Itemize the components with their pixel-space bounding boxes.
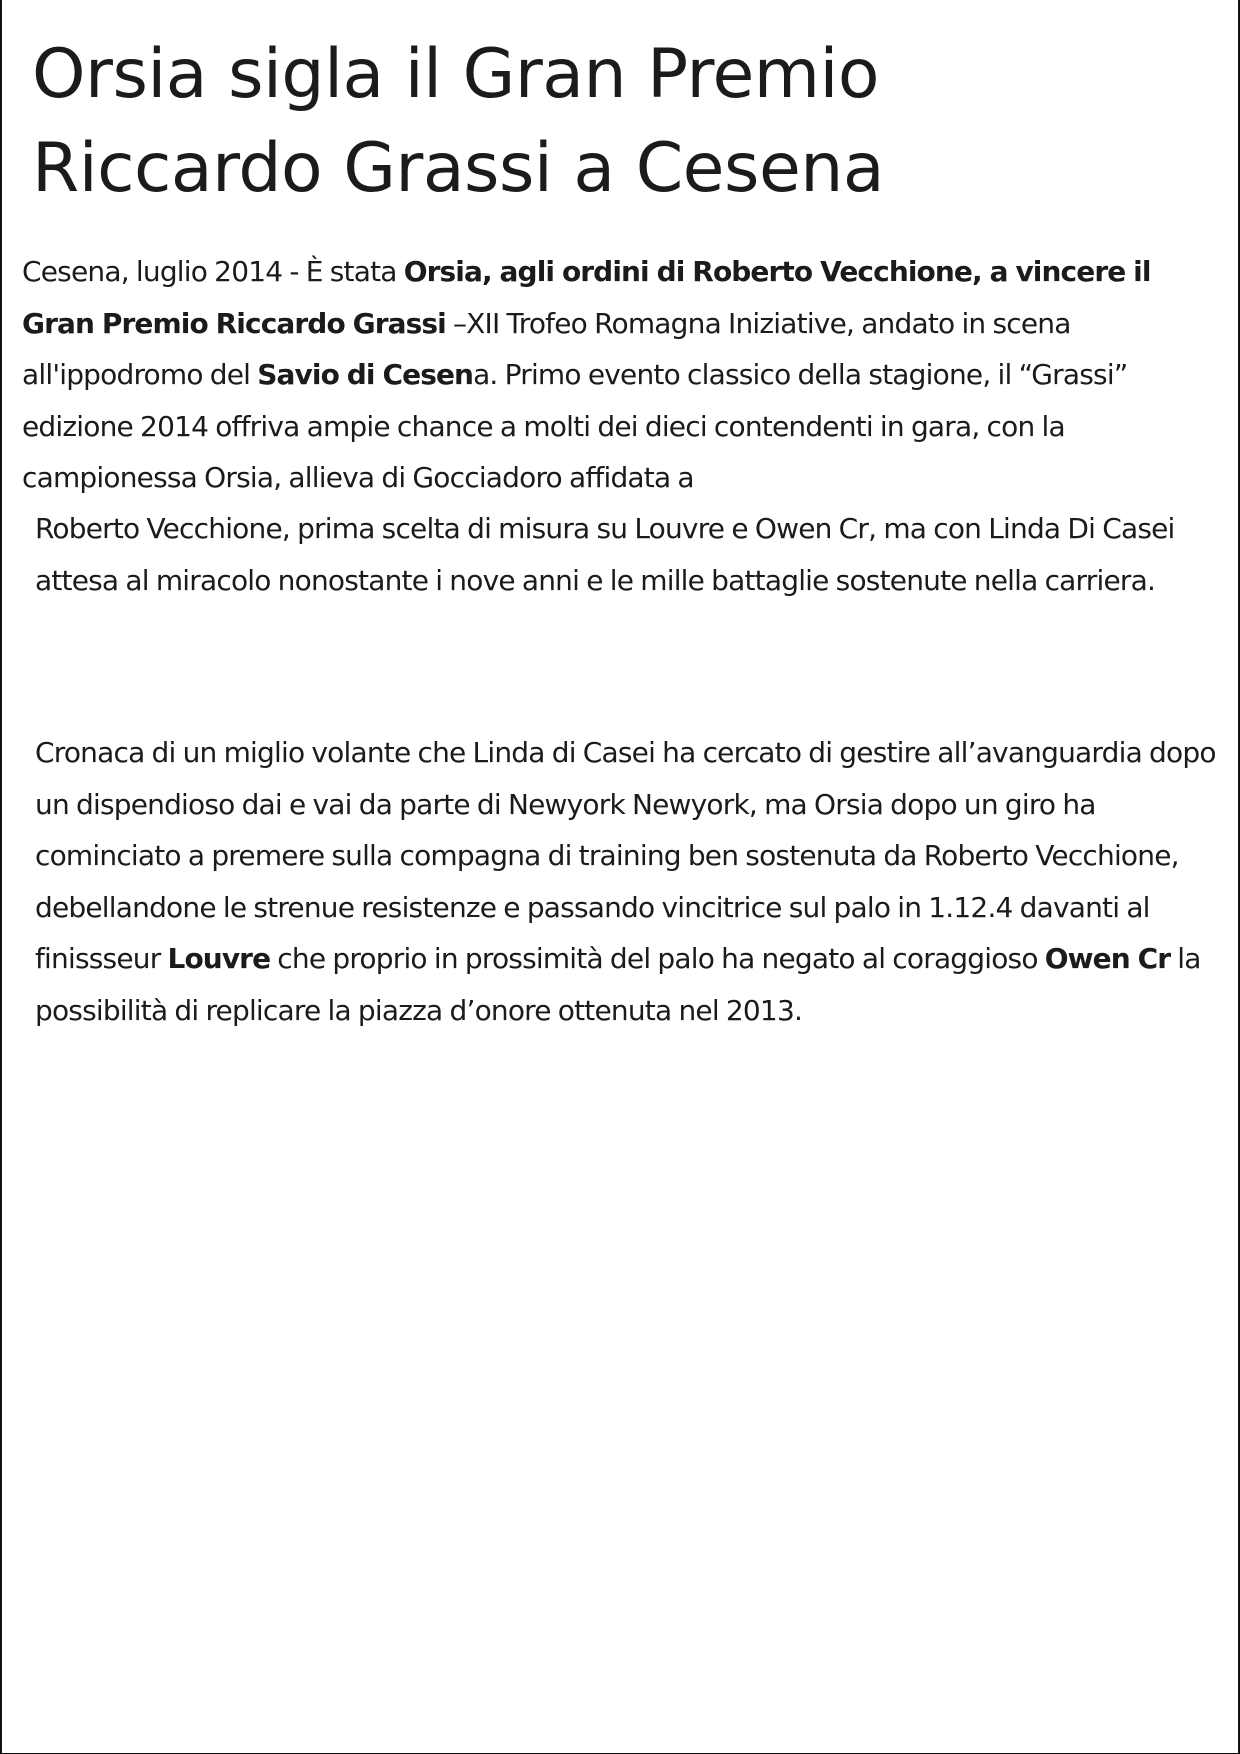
paragraph-1-continued: [35, 503, 1225, 606]
paragraph-1-text-c: Roberto Vecchione, prima scelta di misura su Louvre e Owen Cr, ma con Linda Di Casei attesa al miracolo nonostante i nove anni e le mille battaglie sostenute nella carriera.: [35, 512, 1175, 597]
paragraph-2-text-c: la possibilità di replicare la piazza d’onore ottenuta nel 2013.: [35, 942, 1201, 1027]
bold-lead: Orsia, agli ordini di Roberto Vecchione, a vincere il Gran Premio Riccardo Grassi: [22, 255, 1151, 340]
bold-louvre: Louvre: [167, 942, 271, 975]
bold-owen-cr: Owen Cr: [1044, 942, 1171, 975]
title-line-1: Orsia sigla il Gran Premio: [32, 35, 880, 114]
paragraph-1-text-b: a. Primo evento classico della stagione, il “Grassi” edizione 2014 offriva ampie chance a molti dei dieci contendenti in gara, con la campionessa Orsia, allieva di Gocciadoro affidata a: [22, 358, 1128, 494]
paragraph-2: [35, 727, 1225, 1036]
article-title: [32, 28, 1212, 216]
paragraph-1: [22, 246, 1227, 504]
title-line-2: Riccardo Grassi a Cesena: [32, 129, 885, 208]
paragraph-2-text-b: che proprio in prossimità del palo ha negato al coraggioso: [270, 942, 1045, 975]
paragraph-1-text-a: –XII Trofeo Romagna Iniziative, andato in scena all'ippodromo del: [22, 306, 1071, 391]
dateline: Cesena, luglio 2014 - È stata: [22, 255, 404, 288]
paragraph-2-text-a: Cronaca di un miglio volante che Linda di Casei ha cercato di gestire all’avanguardia dopo un dispendioso dai e vai da parte di Newyork Newyork, ma Orsia dopo un giro ha cominciato a premere sulla compagna di training ben sostenuta da Roberto Vecchione, debellandone le strenue resistenze e passando vincitrice sul palo in 1.12.4 davanti al finissseur: [35, 736, 1216, 975]
bold-venue: Savio di Cesen: [257, 358, 474, 391]
